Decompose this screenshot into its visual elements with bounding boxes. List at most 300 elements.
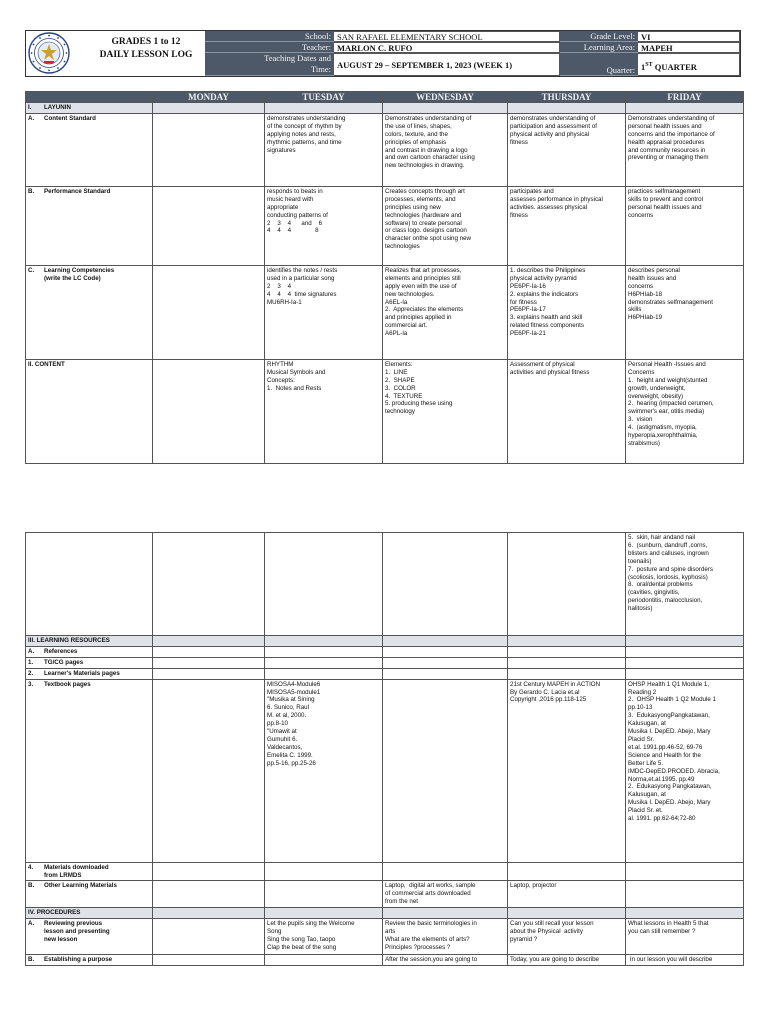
- cell-text-line: commercial art.: [385, 322, 428, 330]
- cell-text-line: personal health issues and: [628, 203, 702, 211]
- cell-monday: [153, 657, 265, 668]
- cell-text-line: Reading 2: [628, 688, 657, 696]
- cell-text-line: A6PL-Ia: [385, 330, 408, 338]
- cell-tuesday: [265, 186, 383, 265]
- cell-text-line: applying notes and rests,: [267, 130, 336, 138]
- cell-text-line: new technologies.: [385, 290, 435, 298]
- cell-text-line: Placid Sr.: [628, 735, 655, 743]
- cell-text-line: demonstrates understanding of: [510, 114, 596, 122]
- cell-thursday: [508, 265, 626, 359]
- cell-text-line: MISOSA5-module1: [267, 688, 321, 696]
- learning-area-label: Learning Area:: [560, 42, 638, 53]
- cell-text-line: technologies: [385, 243, 420, 251]
- cell-text-line: Placid Sr. et.: [628, 807, 663, 815]
- cell-thursday: [508, 668, 626, 679]
- day-header-monday: MONDAY: [153, 92, 265, 103]
- cell-text-line: health issues and: [628, 274, 677, 282]
- row-label: [26, 265, 153, 359]
- cell-text-line: 1. Notes and Rests: [267, 384, 322, 392]
- cell-text-line: MISOSA4-Module6: [267, 680, 321, 688]
- row-label: [26, 881, 153, 908]
- row-label-number: B.: [28, 956, 35, 964]
- cell-text-line: you can still remember ?: [628, 927, 696, 935]
- school-value: SAN RAFAEL ELEMENTARY SCHOOL: [334, 31, 560, 42]
- cell-monday: [153, 862, 265, 881]
- cell-text-line: elements and principles still: [385, 274, 461, 282]
- cell-text-line: toenails): [628, 557, 652, 565]
- cell-text-line: (scoliosis, lordosis, kyphosis): [628, 573, 708, 581]
- cell-tuesday: [265, 955, 383, 966]
- cell-text-line: Valdecantos,: [267, 743, 303, 751]
- cell-text-line: Kalusugan, at: [628, 791, 666, 799]
- row-label-number: C.: [28, 266, 35, 274]
- cell-text-line: and own cartoon character using: [385, 154, 475, 162]
- teacher-label: Teacher:: [205, 42, 334, 53]
- document-title: [86, 36, 206, 62]
- row-label-text: TG/CG pages: [44, 658, 84, 666]
- cell-thursday: [508, 533, 626, 636]
- cell-text-line: (cavities, gingivitis,: [628, 589, 680, 597]
- dates-label-line-2: Time:: [310, 64, 331, 74]
- cell-wednesday: [383, 186, 508, 265]
- cell-monday: [153, 679, 265, 862]
- cell-wednesday: [383, 862, 508, 881]
- cell-text-line: arts: [385, 927, 396, 935]
- cell-friday: [626, 679, 744, 862]
- cell-text-line: preventing or managing them: [628, 154, 709, 162]
- learning-area-value: MAPEH: [638, 42, 740, 53]
- cell-text-line: PE6PF-Ia-17: [510, 306, 546, 314]
- cell-tuesday: [265, 103, 383, 114]
- cell-text-line: H6PHIab-19: [628, 314, 663, 322]
- cell-text-line: Sing the song Tao, taopo: [267, 935, 336, 943]
- cell-text-line: After the session,you are going to: [385, 956, 478, 964]
- cell-tuesday: [265, 265, 383, 359]
- quarter-suffix: ST: [645, 62, 653, 68]
- cell-text-line: M. et al, 2000.: [267, 712, 307, 720]
- row-label: [26, 646, 153, 657]
- row-label-text: IV. PROCEDURES: [28, 909, 81, 917]
- cell-text-line: 2 3 4: [267, 282, 292, 290]
- table-row: [26, 919, 744, 955]
- cell-text-line: Concepts:: [267, 376, 295, 384]
- cell-text-line: 2. OHSP Health 1 Q2 Module 1: [628, 696, 716, 704]
- cell-text-line: halitosis): [628, 605, 653, 613]
- row-label: [26, 636, 153, 647]
- cell-friday: [626, 103, 744, 114]
- cell-text-line: apply even with the use of: [385, 282, 457, 290]
- day-header-tuesday: TUESDAY: [265, 92, 383, 103]
- cell-thursday: [508, 955, 626, 966]
- cell-text-line: swimmer's ear, otitis media): [628, 408, 705, 416]
- table-row: [26, 265, 744, 359]
- cell-thursday: [508, 103, 626, 114]
- cell-text-line: What are the elements of arts?: [385, 935, 470, 943]
- cell-text-line: concerns: [628, 282, 654, 290]
- cell-text-line: health appraisal procedures: [628, 138, 705, 146]
- cell-text-line: Can you still recall your lesson: [510, 920, 594, 928]
- cell-text-line: Laptop, projector: [510, 882, 557, 890]
- cell-text-line: RHYTHM: [267, 360, 294, 368]
- cell-text-line: Science and Health for the: [628, 751, 701, 759]
- cell-text-line: principles using new: [385, 203, 441, 211]
- cell-tuesday: [265, 113, 383, 186]
- cell-text-line: technology: [385, 408, 415, 416]
- row-label-text: References: [44, 647, 78, 655]
- row-label: [26, 955, 153, 966]
- cell-text-line: 3. EdukasyongPangkatawan,: [628, 712, 710, 720]
- cell-tuesday: [265, 636, 383, 647]
- cell-text-line: 3. vision: [628, 416, 653, 424]
- cell-monday: [153, 533, 265, 636]
- row-label: [26, 186, 153, 265]
- cell-text-line: music heard with: [267, 195, 314, 203]
- cell-text-line: growth, underweight,: [628, 384, 686, 392]
- row-label: [26, 533, 153, 636]
- teacher-value: MARLON C. RUFO: [334, 42, 560, 53]
- row-label: [26, 668, 153, 679]
- row-label-number: B.: [28, 882, 35, 890]
- cell-text-line: skills to prevent and control: [628, 195, 703, 203]
- cell-text-line: 4. TEXTURE: [385, 392, 423, 400]
- cell-text-line: Musical Symbols and: [267, 368, 326, 376]
- cell-monday: [153, 636, 265, 647]
- cell-friday: [626, 955, 744, 966]
- cell-text-line: Copyright ,2016 pp.118-125: [510, 696, 587, 704]
- cell-friday: [626, 646, 744, 657]
- cell-text-line: Creates concepts through art: [385, 187, 465, 195]
- cell-tuesday: [265, 908, 383, 919]
- cell-text-line: Laptop, digital art works, sample: [385, 882, 476, 890]
- cell-monday: [153, 265, 265, 359]
- cell-monday: [153, 668, 265, 679]
- cell-text-line: strabismus): [628, 439, 660, 447]
- cell-text-line: Assessment of physical: [510, 360, 575, 368]
- cell-text-line: 7. posture and spine disorders: [628, 565, 713, 573]
- cell-tuesday: [265, 919, 383, 955]
- row-label: [26, 908, 153, 919]
- cell-tuesday: [265, 862, 383, 881]
- table-row: [26, 359, 744, 463]
- school-label: School:: [205, 31, 334, 42]
- cell-text-line: principles of emphasis: [385, 138, 447, 146]
- cell-friday: [626, 533, 744, 636]
- table-row: [26, 955, 744, 966]
- cell-thursday: [508, 881, 626, 908]
- table-row: [26, 881, 744, 908]
- cell-text-line: Let the pupils sing the Welcome: [267, 920, 355, 928]
- quarter-number: 1: [641, 61, 646, 72]
- cell-text-line: 6. (sunburn, dandruff ,corns,: [628, 541, 708, 549]
- title-line-2: DAILY LESSON LOG: [99, 50, 193, 60]
- row-label-number: A.: [28, 114, 35, 122]
- row-label-continued: new lesson: [44, 935, 78, 943]
- cell-text-line: used in a particular song: [267, 274, 335, 282]
- row-label-number: 3.: [28, 680, 34, 688]
- day-header-row: [26, 92, 744, 103]
- cell-text-line: pyramid ?: [510, 935, 538, 943]
- day-header-wednesday: WEDNESDAY: [383, 92, 508, 103]
- table-row: [26, 908, 744, 919]
- cell-text-line: 6. Sunico, Raul: [267, 704, 309, 712]
- row-label: [26, 679, 153, 862]
- cell-friday: [626, 862, 744, 881]
- cell-text-line: Concerns: [628, 368, 655, 376]
- row-label-text: III. LEARNING RESOURCES: [28, 637, 110, 644]
- quarter-word: QUARTER: [652, 61, 697, 72]
- row-label-text: Establishing a purpose: [44, 956, 113, 964]
- cell-thursday: [508, 862, 626, 881]
- cell-text-line: IMDC-DepED.PRODED. Abracia,: [628, 767, 720, 775]
- cell-text-line: 8. oral/dental problems: [628, 581, 693, 589]
- cell-text-line: demonstrates selfmanagement: [628, 298, 713, 306]
- cell-text-line: A6EL-Ia: [385, 298, 408, 306]
- cell-thursday: [508, 908, 626, 919]
- cell-friday: [626, 265, 744, 359]
- table-row: [26, 636, 744, 647]
- row-label: [26, 862, 153, 881]
- cell-tuesday: [265, 679, 383, 862]
- cell-text-line: technologies (hardware and: [385, 211, 462, 219]
- cell-text-line: responds to beats in: [267, 187, 323, 195]
- cell-text-line: 5. producing these using: [385, 400, 453, 408]
- grade-level-value: VI: [638, 31, 740, 42]
- cell-thursday: [508, 657, 626, 668]
- cell-text-line: 1. height and weight(stunted: [628, 376, 708, 384]
- cell-thursday: [508, 359, 626, 463]
- cell-friday: [626, 881, 744, 908]
- cell-text-line: identifies the notes / rests: [267, 266, 338, 274]
- table-row: [26, 103, 744, 114]
- cell-text-line: 4 4 4 time signatures: [267, 290, 337, 298]
- cell-text-line: software) to create personal: [385, 219, 462, 227]
- table-row: [26, 186, 744, 265]
- cell-text-line: Song: [267, 927, 282, 935]
- cell-text-line: 1. describes the Philippines: [510, 266, 586, 274]
- row-label-continued: lesson and presenting: [44, 927, 110, 935]
- cell-text-line: of the concept of rhythm by: [267, 122, 342, 130]
- cell-text-line: 4 4 4 8: [267, 227, 319, 235]
- row-label-text: II. CONTENT: [28, 360, 65, 368]
- cell-text-line: Review the basic terminologies in: [385, 920, 477, 928]
- cell-text-line: and principles applied in: [385, 314, 452, 322]
- cell-monday: [153, 919, 265, 955]
- cell-thursday: [508, 636, 626, 647]
- cell-text-line: of commercial arts downloaded: [385, 890, 471, 898]
- cell-tuesday: [265, 881, 383, 908]
- cell-thursday: [508, 113, 626, 186]
- cell-monday: [153, 113, 265, 186]
- cell-wednesday: [383, 679, 508, 862]
- cell-text-line: pp.8-10: [267, 720, 288, 728]
- cell-text-line: 2. Appreciates the elements: [385, 306, 464, 314]
- cell-text-line: By Gerardo C. Lacia et.al: [510, 688, 580, 696]
- row-label: [26, 103, 153, 114]
- row-label-number: 1.: [28, 658, 34, 666]
- cell-text-line: In our lesson you will describe: [628, 956, 713, 964]
- cell-text-line: "Musika at Sining: [267, 696, 315, 704]
- row-label-text: Textbook pages: [44, 680, 91, 688]
- cell-wednesday: [383, 533, 508, 636]
- cell-friday: [626, 908, 744, 919]
- cell-text-line: 2 3 4 and 6: [267, 219, 323, 227]
- cell-monday: [153, 908, 265, 919]
- lesson-log-table-page-2: [25, 532, 744, 966]
- cell-wednesday: [383, 113, 508, 186]
- cell-text-line: overweight, obesity): [628, 392, 684, 400]
- cell-thursday: [508, 679, 626, 862]
- cell-text-line: signatures: [267, 146, 296, 154]
- cell-text-line: Elements:: [385, 360, 413, 368]
- cell-wednesday: [383, 908, 508, 919]
- cell-text-line: concerns and the importance of: [628, 130, 715, 138]
- table-row: [26, 533, 744, 636]
- cell-text-line: 2. SHAPE: [385, 376, 415, 384]
- cell-text-line: fitness: [510, 138, 528, 146]
- cell-text-line: describes personal: [628, 266, 680, 274]
- cell-text-line: the use of lines, shapes,: [385, 122, 452, 130]
- title-line-1: GRADES 1 to 12: [111, 37, 181, 47]
- deped-seal-icon: [28, 32, 70, 74]
- row-label-number: A.: [28, 647, 35, 655]
- cell-text-line: physical activity and physical: [510, 130, 590, 138]
- cell-text-line: Personal Health -Issues and: [628, 360, 706, 368]
- cell-text-line: participation and assessment of: [510, 122, 598, 130]
- row-label: [26, 113, 153, 186]
- cell-text-line: 1. LINE: [385, 368, 408, 376]
- cell-text-line: 3. explains health and skill: [510, 314, 583, 322]
- cell-tuesday: [265, 359, 383, 463]
- day-header-friday: FRIDAY: [626, 92, 744, 103]
- cell-text-line: activities and physical fitness: [510, 368, 590, 376]
- cell-text-line: personal health issues and: [628, 122, 702, 130]
- cell-thursday: [508, 186, 626, 265]
- cell-wednesday: [383, 919, 508, 955]
- cell-monday: [153, 359, 265, 463]
- cell-friday: [626, 636, 744, 647]
- row-label-text: Learner's Materials pages: [44, 669, 120, 677]
- row-label-text: Reviewing previous: [44, 920, 103, 928]
- day-header-thursday: THURSDAY: [508, 92, 626, 103]
- cell-text-line: Better Life 5.: [628, 759, 664, 767]
- cell-text-line: What lessons in Health 5 that: [628, 920, 709, 928]
- row-label-text: Learning Competencies: [44, 266, 115, 274]
- cell-text-line: character onthe spot using new: [385, 235, 471, 243]
- cell-text-line: Demonstrates understanding of: [385, 114, 472, 122]
- cell-thursday: [508, 646, 626, 657]
- cell-text-line: demonstrates understanding: [267, 114, 346, 122]
- cell-text-line: periodontitis, malocclusion,: [628, 597, 703, 605]
- cell-text-line: Kalusugan, at: [628, 720, 666, 728]
- cell-monday: [153, 646, 265, 657]
- cell-wednesday: [383, 359, 508, 463]
- cell-text-line: and contrast in drawing a logo: [385, 146, 468, 154]
- cell-friday: [626, 657, 744, 668]
- cell-text-line: pp.5-16, pp.25-26: [267, 759, 316, 767]
- table-row: [26, 679, 744, 862]
- cell-monday: [153, 955, 265, 966]
- cell-text-line: related fitness components: [510, 322, 584, 330]
- cell-thursday: [508, 919, 626, 955]
- row-label-continued: (write the LC Code): [44, 274, 101, 282]
- cell-wednesday: [383, 668, 508, 679]
- row-label: [26, 657, 153, 668]
- cell-wednesday: [383, 657, 508, 668]
- cell-text-line: or class logo. designs cartoon: [385, 227, 467, 235]
- cell-text-line: Demonstrates understanding of: [628, 114, 715, 122]
- grade-level-label: Grade Level:: [560, 31, 638, 42]
- cell-text-line: Norma,et.al.1995. pp.49: [628, 775, 695, 783]
- quarter-value: [638, 53, 740, 76]
- row-label-number: 4.: [28, 863, 34, 871]
- day-header-blank: [26, 92, 153, 103]
- cell-text-line: activities. assesses physical: [510, 203, 588, 211]
- table-row: [26, 668, 744, 679]
- cell-wednesday: [383, 103, 508, 114]
- cell-text-line: H6PHIab-18: [628, 290, 663, 298]
- cell-text-line: Musika I. DepED. Abejo, Mary: [628, 799, 711, 807]
- cell-tuesday: [265, 668, 383, 679]
- cell-text-line: MU6RH-Ia-1: [267, 298, 302, 306]
- cell-text-line: conducting patterns of: [267, 211, 328, 219]
- cell-text-line: pp.10-13: [628, 704, 653, 712]
- cell-monday: [153, 186, 265, 265]
- cell-text-line: 5. skin, hair andand nail: [628, 534, 696, 541]
- cell-text-line: rhythmic patterns, and time: [267, 138, 342, 146]
- row-label-continued: from LRMDS: [44, 871, 82, 879]
- row-label-text: Other Learning Materials: [44, 882, 117, 890]
- lesson-log-table-page-1: [25, 91, 744, 464]
- cell-friday: [626, 668, 744, 679]
- table-row: [26, 113, 744, 186]
- cell-text-line: "Umawit at: [267, 728, 297, 736]
- cell-text-line: assesses performance in physical: [510, 195, 603, 203]
- cell-text-line: 4. (astigmatism, myopia,: [628, 424, 697, 432]
- cell-text-line: for fitness: [510, 298, 537, 306]
- cell-text-line: 21st Century MAPEH in ACTION: [510, 680, 601, 688]
- cell-tuesday: [265, 533, 383, 636]
- cell-text-line: 3. COLOR: [385, 384, 416, 392]
- cell-text-line: from the net: [385, 898, 419, 906]
- table-row: [26, 862, 744, 881]
- cell-monday: [153, 881, 265, 908]
- dates-label: [205, 53, 334, 76]
- cell-wednesday: [383, 636, 508, 647]
- cell-text-line: concerns: [628, 211, 654, 219]
- dates-label-line-1: Teaching Dates and: [264, 53, 331, 63]
- row-label-text: Materials downloaded: [44, 863, 109, 871]
- row-label: [26, 919, 153, 955]
- cell-friday: [626, 113, 744, 186]
- cell-text-line: new technologies in drawing.: [385, 162, 465, 170]
- cell-wednesday: [383, 265, 508, 359]
- cell-wednesday: [383, 955, 508, 966]
- cell-text-line: Realizes that art processes,: [385, 266, 462, 274]
- header-block: [25, 30, 741, 77]
- cell-friday: [626, 359, 744, 463]
- cell-text-line: Gumuhit 6.: [267, 735, 298, 743]
- row-label: [26, 359, 153, 463]
- table-row: [26, 657, 744, 668]
- cell-text-line: processes, elements, and: [385, 195, 456, 203]
- cell-text-line: fitness: [510, 211, 528, 219]
- cell-text-line: skills: [628, 306, 642, 314]
- cell-wednesday: [383, 646, 508, 657]
- cell-monday: [153, 103, 265, 114]
- cell-text-line: Clap the beat of the song: [267, 943, 337, 951]
- cell-text-line: Today, you are going to describe: [510, 956, 599, 964]
- cell-text-line: Emelita C. 1999.: [267, 751, 313, 759]
